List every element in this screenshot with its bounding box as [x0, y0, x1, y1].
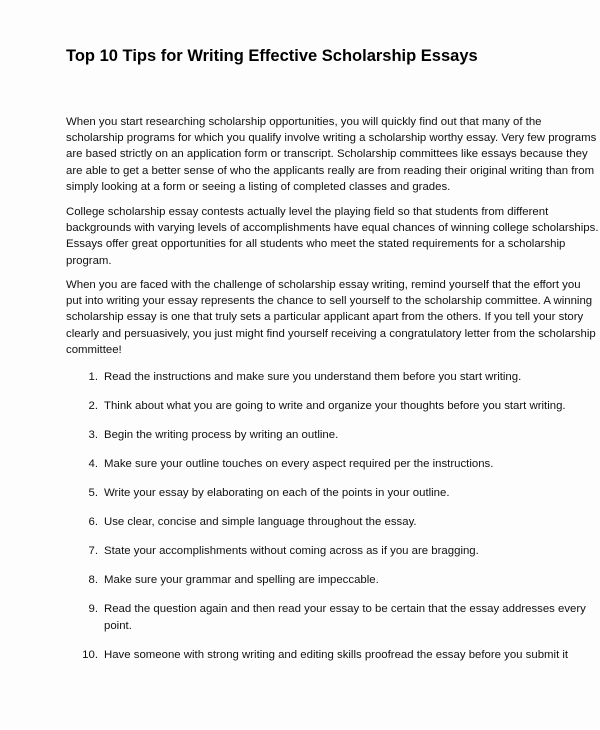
list-text	[104, 601, 586, 634]
list-number: 10.	[82, 649, 98, 661]
paragraph-line: program.	[66, 254, 112, 267]
paragraph-line: put into writing your essay represents the chance to sell yourself to the scholarship committee. A winning	[66, 295, 593, 308]
challenge-paragraph	[66, 277, 596, 358]
intro-paragraph	[66, 114, 597, 195]
list-text	[104, 647, 568, 664]
paragraph-line: backgrounds with varying levels of accomplishments have equal chances of winning college scholarships.	[66, 222, 599, 235]
list-text-line: point.	[104, 619, 132, 632]
list-number: 3.	[88, 429, 98, 441]
paragraph-line: committee!	[66, 343, 122, 356]
list-text	[104, 485, 450, 502]
list-number: 9.	[88, 603, 98, 615]
list-text	[104, 543, 479, 560]
list-number: 5.	[88, 487, 98, 499]
paragraph-line: clearly and persuasively, you just might find yourself receiving a congratulatory letter from the scholarship	[66, 327, 596, 340]
page-title: Top 10 Tips for Writing Effective Scholarship Essays	[66, 47, 478, 65]
paragraph-line: When you start researching scholarship opportunities, you will quickly find out that many of the	[66, 116, 542, 128]
paragraph-line: When you are faced with the challenge of scholarship essay writing, remind yourself that the effort you	[66, 279, 581, 291]
paragraph-line: simply looking at a form or seeing a listing of completed classes and grades.	[66, 180, 451, 193]
list-text	[104, 427, 338, 444]
contests-paragraph	[66, 204, 599, 269]
list-text	[104, 456, 493, 473]
list-text-line: Think about what you are going to write and organize your thoughts before you start writing.	[104, 400, 566, 412]
list-text-line: Read the question again and then read your essay to be certain that the essay addresses every	[104, 603, 586, 615]
list-number: 8.	[88, 574, 98, 586]
list-text	[104, 514, 417, 531]
list-text-line: Write your essay by elaborating on each of the points in your outline.	[104, 487, 450, 499]
list-number: 7.	[88, 545, 98, 557]
list-text-line: State your accomplishments without coming across as if you are bragging.	[104, 545, 479, 557]
list-text-line: Make sure your grammar and spelling are impeccable.	[104, 574, 379, 586]
list-number: 1.	[88, 371, 98, 383]
list-text	[104, 572, 379, 589]
paragraph-line: Essays offer great opportunities for all students who meet the stated requirements for a scholarship	[66, 238, 566, 251]
list-text-line: Use clear, concise and simple language throughout the essay.	[104, 516, 417, 528]
list-text	[104, 369, 521, 386]
paragraph-line: College scholarship essay contests actually level the playing field so that students from different	[66, 206, 549, 218]
list-number: 6.	[88, 516, 98, 528]
list-text-line: Make sure your outline touches on every aspect required per the instructions.	[104, 458, 494, 470]
paragraph-line: scholarship programs for which you qualify involve writing a scholarship worthy essay. Very few programs	[66, 132, 597, 145]
list-number: 2.	[88, 400, 98, 412]
list-text-line: Begin the writing process by writing an outline.	[104, 429, 339, 441]
paragraph-line: are able to get a better sense of who the applicants really are from reading their original writing than from	[66, 164, 595, 177]
list-text	[104, 398, 566, 415]
list-text-line: Read the instructions and make sure you understand them before you start writing.	[104, 371, 522, 383]
list-number: 4.	[88, 458, 98, 470]
list-text-line: Have someone with strong writing and editing skills proofread the essay before you submit it	[104, 649, 569, 661]
paragraph-line: scholarship essay is one that truly sets a particular applicant apart from the others. If you tell your story	[66, 311, 584, 324]
paragraph-line: are based strictly on an application form or transcript. Scholarship committees like essays because they	[66, 148, 588, 161]
